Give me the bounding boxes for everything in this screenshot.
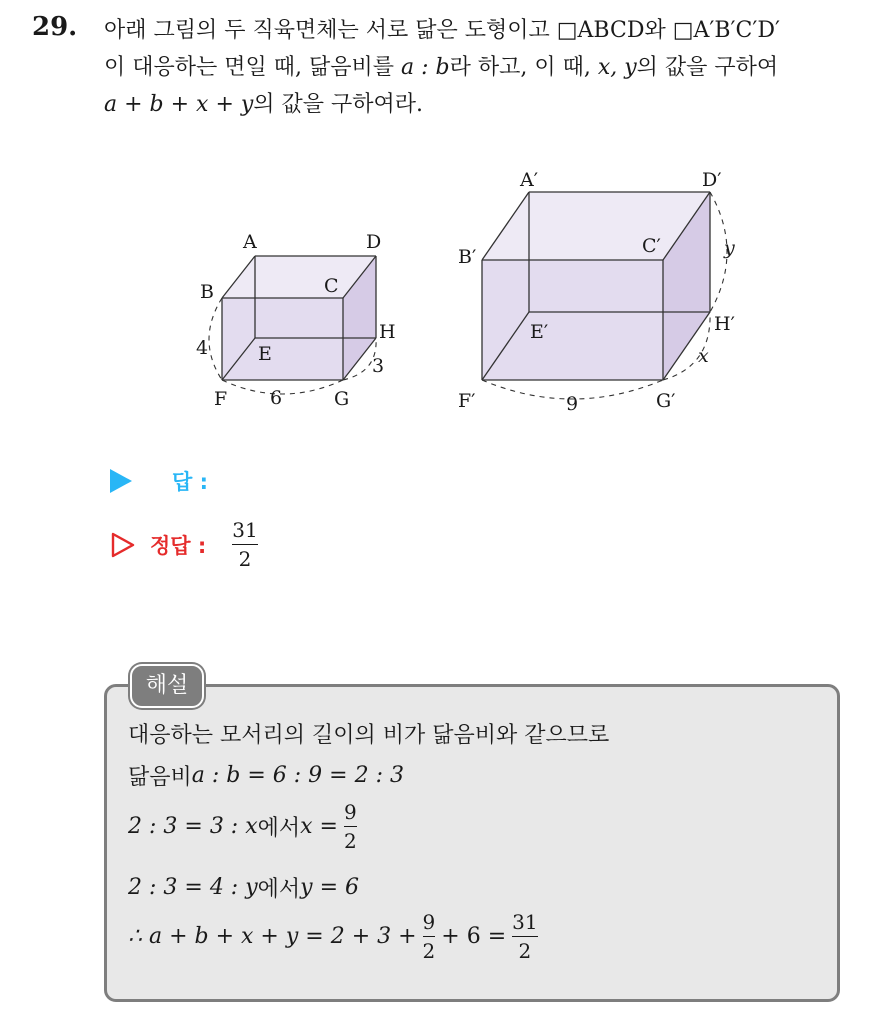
answer-label: 답 : [172,470,208,494]
small-label-a: A [243,231,257,253]
solution-line-2 [128,760,404,791]
question-vars: x, y [597,55,637,80]
large-label-c: C′ [642,235,661,257]
solution-line-3 [128,800,357,853]
large-label-e: E′ [530,321,549,343]
small-edge-width: 6 [270,387,283,409]
cuboid-figure [0,150,884,440]
question-line-2 [104,49,874,86]
large-front-face [482,260,663,380]
question-line-2b: 라 하고, 이 때, [449,55,598,80]
large-edge-depth: x [698,345,709,367]
question-text [104,12,874,123]
question-line-3 [104,86,874,123]
question-line-3b: 의 값을 구하여라. [253,92,424,117]
solution-sum-expression: ∴ a + b + x + y = 2 + 3 + [128,924,417,949]
small-label-b: B [200,281,214,303]
answer-row [110,466,208,496]
small-cuboid [209,256,376,394]
question-line-2a: 이 대응하는 면일 때, 닮음비를 [104,55,401,80]
solution-tab: 해설 [130,664,204,708]
correct-answer-row [110,518,258,571]
solution-line-1 [128,718,609,749]
large-label-b: B′ [458,246,477,268]
solution-x-numerator: 9 [343,800,357,824]
small-edge-depth: 3 [372,355,385,377]
correct-answer-numerator: 31 [232,518,258,542]
small-label-e: E [258,343,272,365]
solution-x-denominator: 2 [343,829,357,853]
large-label-a: A′ [520,169,539,191]
large-edge-height: y [724,237,735,259]
solution-ratio: a : b = 6 : 9 = 2 : 3 [191,763,404,788]
solution-line-3-text: 에서 [257,816,301,841]
question-expression: a + b + x + y [104,92,254,117]
solution-proportion-x: 2 : 3 = 3 : x [128,814,258,839]
small-label-f: F [214,388,228,410]
large-cuboid [482,192,727,399]
question-line-1: 아래 그림의 두 직육면체는 서로 닮은 도형이고 □ABCD와 □A′B′C′D′ [104,18,781,43]
solution-sum-denominator-1: 2 [422,939,436,963]
large-label-f: F′ [458,390,476,412]
solution-proportion-y: 2 : 3 = 4 : y [128,875,258,900]
small-front-face [222,298,343,380]
question-line-2c: 의 값을 구하여 [636,55,779,80]
question-ratio: a : b [400,55,450,80]
solution-sum-rest: + 6 = [441,924,507,949]
solution-x-fraction [344,800,357,853]
large-edge-width: 9 [566,393,579,415]
outline-triangle-icon [110,532,136,558]
small-label-h: H [379,321,396,343]
solution-x-var: x = [300,814,338,839]
correct-answer-label: 정답 : [150,533,207,558]
solution-line-1-text: 대응하는 모서리의 길이의 비가 닮음비와 같으므로 [128,723,610,748]
solution-sum-denominator-2: 2 [518,939,532,963]
solution-line-2-text: 닮음비 [128,765,192,790]
large-label-d: D′ [702,169,722,191]
solution-y-result: y = 6 [300,875,360,900]
solution-line-5 [128,910,538,963]
question-number: 29. [32,12,78,42]
small-label-d: D [366,231,382,253]
large-label-h: H′ [714,313,735,335]
solution-line-4-text: 에서 [257,877,301,902]
solution-sum-numerator-2: 31 [512,910,538,934]
solution-line-4 [128,872,359,903]
small-label-g: G [334,388,350,410]
large-label-g: G′ [656,390,676,412]
small-label-c: C [324,275,339,297]
small-edge-height: 4 [196,337,209,359]
play-triangle-icon [110,469,132,493]
correct-answer-denominator: 2 [238,547,252,571]
solution-sum-fraction-1 [423,910,436,963]
solution-sum-numerator-1: 9 [422,910,436,934]
solution-sum-fraction-2 [512,910,537,963]
correct-answer-fraction [232,518,257,571]
